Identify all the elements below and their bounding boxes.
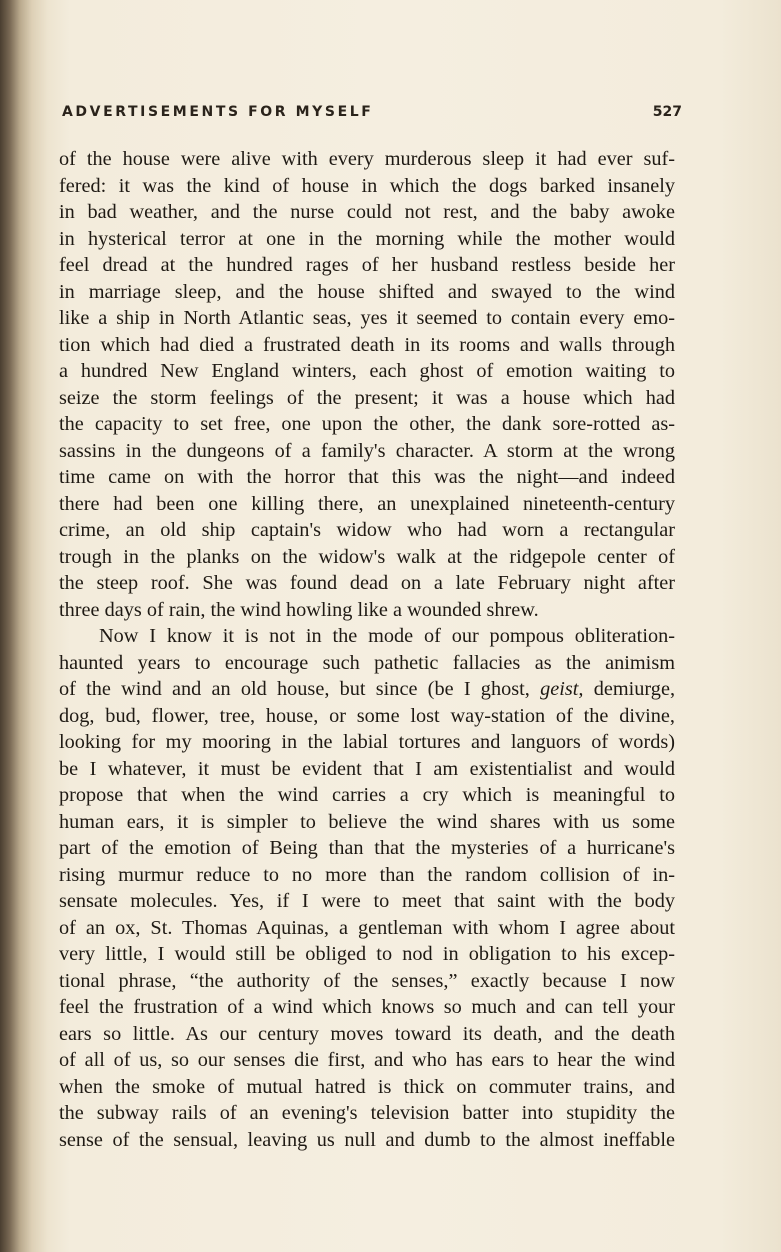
text-line: a hundred New England winters, each ghost of emotion waiting to bbox=[59, 360, 675, 382]
text-line: rising murmur reduce to no more than the random collision of in- bbox=[59, 863, 675, 886]
text-line: be I whatever, it must be evident that I am existentialist and would bbox=[59, 757, 675, 780]
text-segment: of the wind and an old house, but since (be I ghost, bbox=[59, 678, 530, 700]
text-line: haunted years to encourage such pathetic fallacies as the animism bbox=[59, 651, 675, 674]
body-text bbox=[59, 146, 675, 1153]
text-line: time came on with the horror that this was the night—and indeed bbox=[59, 466, 675, 488]
text-line: the capacity to set free, one upon the other, the dank sore-rotted as- bbox=[59, 413, 675, 435]
text-line: the subway rails of an evening's television batter into stupidity the bbox=[59, 1102, 675, 1124]
paragraph-1 bbox=[59, 146, 675, 623]
text-line: Now I know it is not in the mode of our pompous obliteration- bbox=[99, 625, 675, 647]
text-line: sensate molecules. Yes, if I were to meet that saint with the body bbox=[59, 890, 675, 912]
text-line: like a ship in North Atlantic seas, yes it seemed to contain every emo- bbox=[59, 307, 675, 329]
text-line: of all of us, so our senses die first, and who has ears to hear the wind bbox=[59, 1049, 675, 1071]
text-line: trough in the planks on the widow's walk at the ridgepole center of bbox=[59, 545, 675, 568]
text-line: looking for my mooring in the labial tortures and languors of words) bbox=[59, 731, 675, 753]
text-line: ears so little. As our century moves toward its death, and the death bbox=[59, 1022, 675, 1045]
text-line: feel dread at the hundred rages of her husband restless beside her bbox=[59, 254, 675, 276]
text-line: three days of rain, the wind howling like a wounded shrew. bbox=[59, 598, 539, 621]
text-line: dog, bud, flower, tree, house, or some lost way-station of the divine, bbox=[59, 704, 675, 727]
page-number: 527 bbox=[652, 104, 682, 120]
text-line: sassins in the dungeons of a family's character. A storm at the wrong bbox=[59, 439, 675, 462]
paragraph-2 bbox=[59, 623, 675, 1153]
text-line: there had been one killing there, an unexplained nineteenth-century bbox=[59, 492, 675, 515]
text-line: in hysterical terror at one in the morning while the mother would bbox=[59, 227, 675, 250]
text-line: part of the emotion of Being than that the mysteries of a hurricane's bbox=[59, 837, 675, 859]
text-line: in marriage sleep, and the house shifted and swayed to the wind bbox=[59, 280, 675, 303]
text-line: tional phrase, “the authority of the senses,” exactly because I now bbox=[59, 969, 675, 992]
text-line: fered: it was the kind of house in which the dogs barked insanely bbox=[59, 174, 675, 197]
text-segment: demiurge, bbox=[593, 678, 676, 700]
italic-word: geist, bbox=[540, 678, 584, 700]
text-line: of an ox, St. Thomas Aquinas, a gentleman with whom I agree about bbox=[59, 916, 675, 939]
text-line: feel the frustration of a wind which knows so much and can tell your bbox=[59, 996, 675, 1018]
text-line: sense of the sensual, leaving us null and dumb to the almost ineffable bbox=[59, 1128, 675, 1151]
text-line: human ears, it is simpler to believe the wind shares with us some bbox=[59, 810, 675, 833]
text-line: very little, I would still be obliged to nod in obligation to his excep- bbox=[59, 943, 675, 965]
text-line: in bad weather, and the nurse could not rest, and the baby awoke bbox=[59, 201, 675, 223]
text-line-with-italic bbox=[59, 676, 675, 703]
text-line: tion which had died a frustrated death in its rooms and walls through bbox=[59, 333, 675, 356]
text-line: seize the storm feelings of the present; it was a house which had bbox=[59, 386, 675, 409]
running-head: ADVERTISEMENTS FOR MYSELF bbox=[62, 104, 374, 120]
text-line: crime, an old ship captain's widow who had worn a rectangular bbox=[59, 519, 675, 541]
text-line: propose that when the wind carries a cry which is meaningful to bbox=[59, 784, 675, 806]
page-header bbox=[62, 104, 682, 126]
text-line: when the smoke of mutual hatred is thick on commuter trains, and bbox=[59, 1075, 675, 1098]
text-line: the steep roof. She was found dead on a late February night after bbox=[59, 572, 675, 594]
text-line: of the house were alive with every murderous sleep it had ever suf- bbox=[59, 148, 675, 170]
